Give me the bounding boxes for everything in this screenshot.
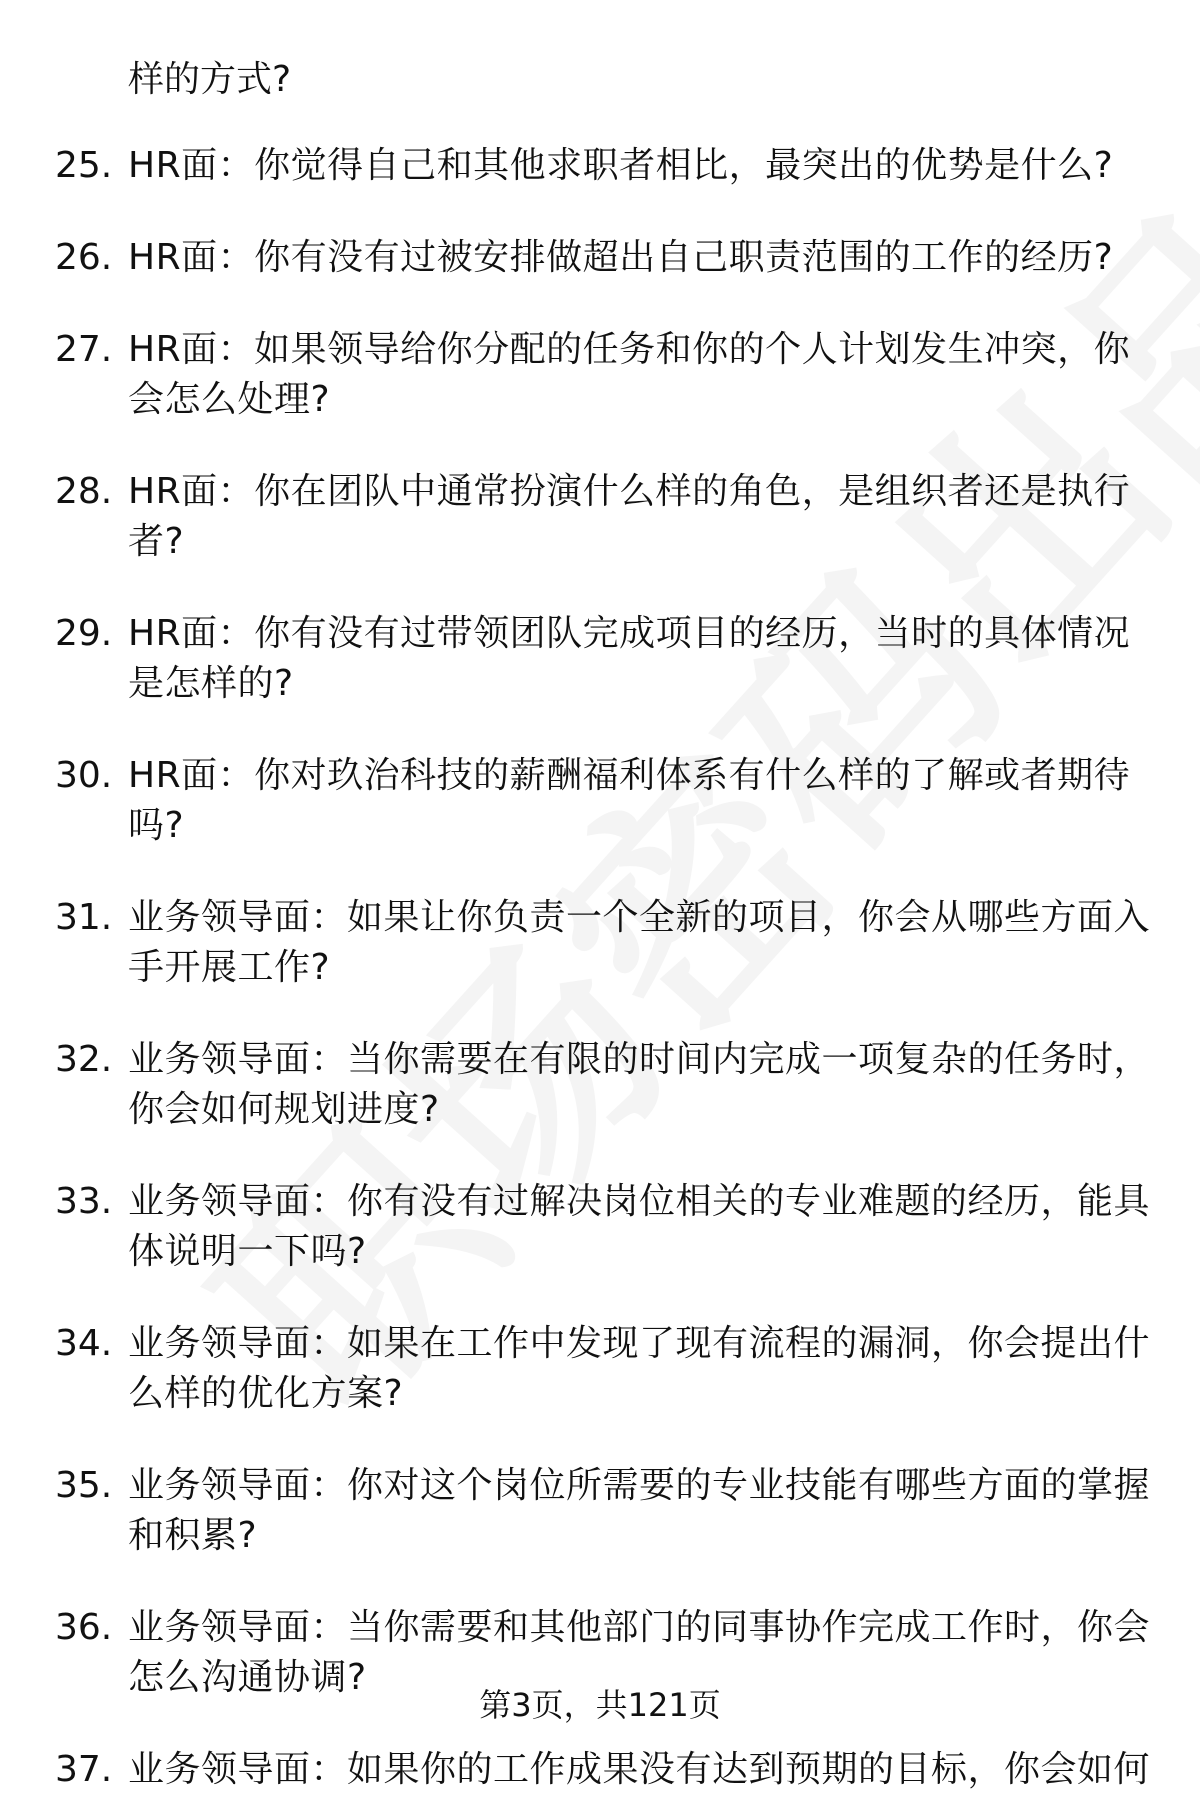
question-number: 33. bbox=[55, 1181, 113, 1222]
question-text: HR面：你对玖治科技的薪酬福利体系有什么样的了解或者期待吗? bbox=[128, 755, 1131, 846]
question-number: 35. bbox=[55, 1465, 113, 1506]
question-item bbox=[55, 233, 1165, 283]
question-item bbox=[55, 1319, 1165, 1419]
question-text: HR面：你有没有过带领团队完成项目的经历，当时的具体情况是怎样的? bbox=[128, 613, 1131, 704]
question-number: 26. bbox=[55, 237, 113, 278]
question-text: 业务领导面：当你需要和其他部门的同事协作完成工作时，你会怎么沟通协调? bbox=[128, 1607, 1151, 1698]
question-item bbox=[55, 751, 1165, 851]
question-text: 业务领导面：你对这个岗位所需要的专业技能有哪些方面的掌握和积累? bbox=[128, 1465, 1151, 1556]
question-item bbox=[55, 141, 1165, 191]
question-text: 业务领导面：如果让你负责一个全新的项目，你会从哪些方面入手开展工作? bbox=[128, 897, 1151, 988]
question-number: 29. bbox=[55, 613, 113, 654]
question-number: 37. bbox=[55, 1749, 113, 1790]
question-item bbox=[55, 893, 1165, 993]
question-item bbox=[55, 1745, 1165, 1795]
question-number: 31. bbox=[55, 897, 113, 938]
question-number: 27. bbox=[55, 329, 113, 370]
question-number: 25. bbox=[55, 145, 113, 186]
question-number: 28. bbox=[55, 471, 113, 512]
question-text: 业务领导面：当你需要在有限的时间内完成一项复杂的任务时，你会如何规划进度? bbox=[128, 1039, 1151, 1130]
question-text: 业务领导面：你有没有过解决岗位相关的专业难题的经历，能具体说明一下吗? bbox=[128, 1181, 1151, 1272]
question-item bbox=[55, 1461, 1165, 1561]
question-item bbox=[55, 1035, 1165, 1135]
question-text: HR面：你有没有过被安排做超出自己职责范围的工作的经历? bbox=[128, 237, 1114, 278]
question-number: 36. bbox=[55, 1607, 113, 1648]
question-text: 业务领导面：如果你的工作成果没有达到预期的目标，你会如何 bbox=[128, 1749, 1151, 1790]
page-footer: 第3页，共121页 bbox=[479, 1686, 721, 1724]
question-number: 30. bbox=[55, 755, 113, 796]
continuation-text: 样的方式? bbox=[128, 59, 292, 100]
question-list bbox=[55, 55, 1165, 1795]
question-text: HR面：你在团队中通常扮演什么样的角色，是组织者还是执行者? bbox=[128, 471, 1131, 562]
question-item bbox=[55, 325, 1165, 425]
question-item bbox=[55, 1177, 1165, 1277]
question-text: 业务领导面：如果在工作中发现了现有流程的漏洞，你会提出什么样的优化方案? bbox=[128, 1323, 1151, 1414]
question-item bbox=[55, 609, 1165, 709]
question-number: 34. bbox=[55, 1323, 113, 1364]
question-item bbox=[55, 467, 1165, 567]
question-text: HR面：你觉得自己和其他求职者相比，最突出的优势是什么? bbox=[128, 145, 1114, 186]
question-number: 32. bbox=[55, 1039, 113, 1080]
question-text: HR面：如果领导给你分配的任务和你的个人计划发生冲突，你会怎么处理? bbox=[128, 329, 1131, 420]
